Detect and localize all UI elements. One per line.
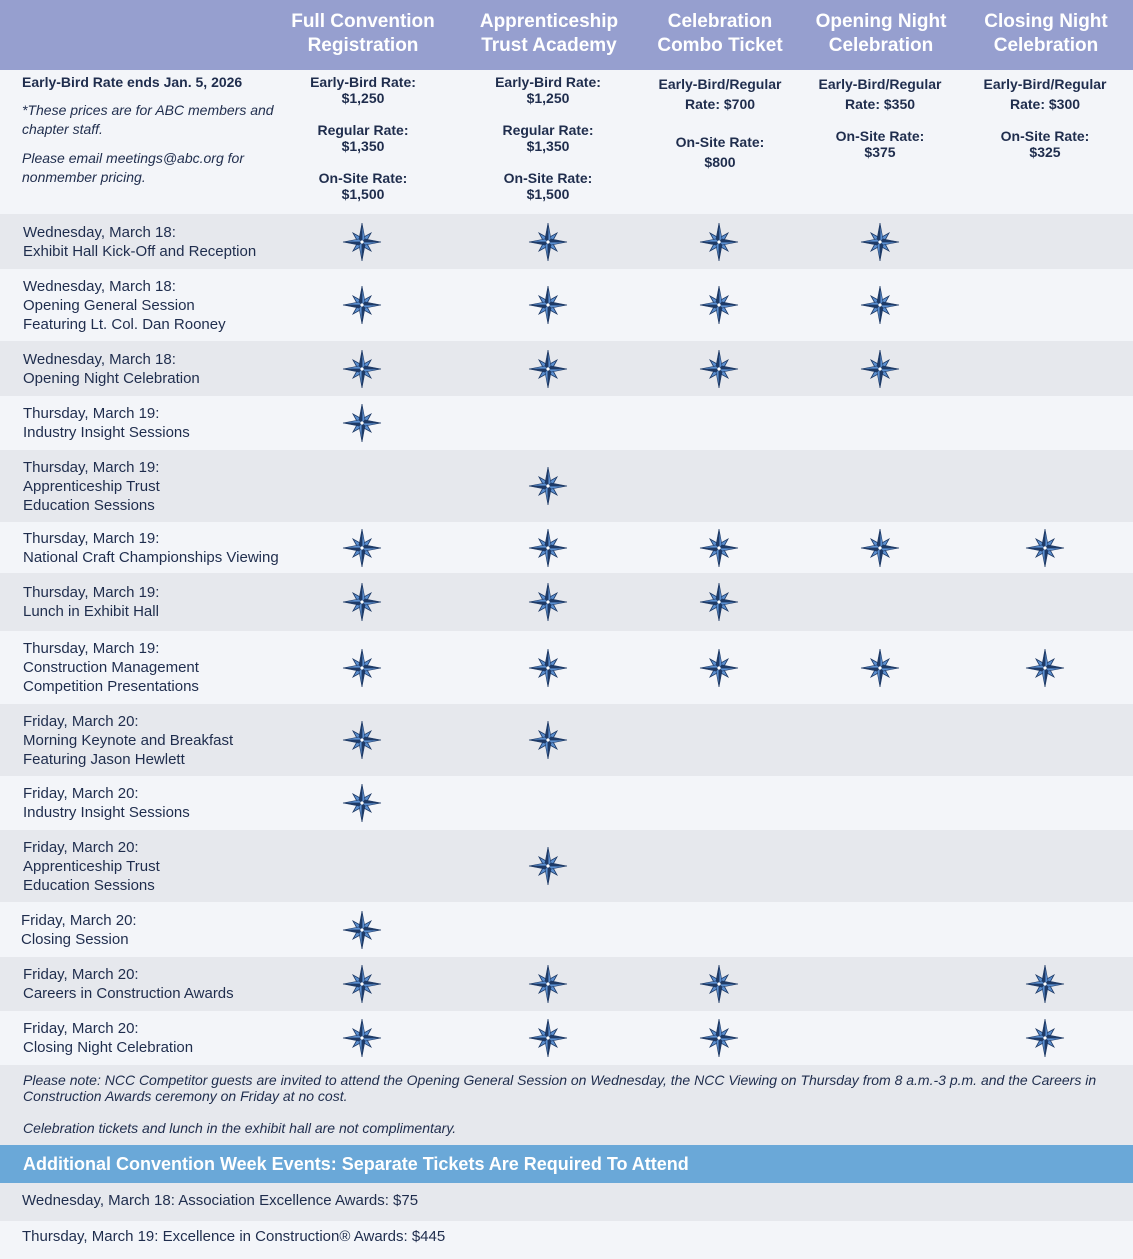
table-row — [0, 269, 1133, 341]
table-header — [0, 0, 1133, 70]
compass-star-icon — [528, 582, 568, 622]
event-label-line: Wednesday, March 18: — [23, 224, 176, 241]
additional-event-item: Thursday, March 19: Excellence in Construction® Awards: $445 — [0, 1221, 1133, 1259]
event-label-line: Apprenticeship Trust — [23, 478, 160, 495]
compass-star-icon — [528, 720, 568, 760]
pricing-notes — [22, 73, 292, 187]
compass-star-icon — [342, 964, 382, 1004]
event-label — [23, 965, 234, 1003]
event-label-line: Friday, March 20: — [23, 1020, 139, 1037]
compass-star-icon — [699, 1018, 739, 1058]
event-label — [23, 404, 190, 442]
event-label — [23, 223, 256, 261]
price-combo: Early-Bird/Regular Rate: $700 On-Site Rate: $800 — [658, 76, 782, 170]
compass-star-icon — [1025, 648, 1065, 688]
col-header-combo: Celebration Combo Ticket — [657, 11, 783, 56]
table-row — [0, 396, 1133, 450]
event-label-line: Opening General Session — [23, 297, 195, 314]
event-label-line: Morning Keynote and Breakfast — [23, 732, 234, 749]
event-label-line: Education Sessions — [23, 497, 155, 514]
compass-star-icon — [860, 349, 900, 389]
compass-star-icon — [528, 846, 568, 886]
compass-star-icon — [528, 648, 568, 688]
compass-star-icon — [860, 528, 900, 568]
event-label-line: Featuring Jason Hewlett — [23, 751, 185, 768]
event-label — [23, 350, 200, 388]
event-label-line: Thursday, March 19: — [23, 405, 160, 422]
table-row — [0, 214, 1133, 269]
nonmember-pricing-note: Please email meetings@abc.org for nonmember pricing. — [22, 150, 244, 185]
compass-star-icon — [528, 1018, 568, 1058]
compass-star-icon — [342, 528, 382, 568]
compass-star-icon — [699, 964, 739, 1004]
compass-star-icon — [699, 222, 739, 262]
event-label-line: Competition Presentations — [23, 678, 199, 695]
event-label-line: Thursday, March 19: — [23, 530, 160, 547]
event-label-line: Careers in Construction Awards — [23, 985, 234, 1002]
compass-star-icon — [342, 222, 382, 262]
compass-star-icon — [342, 1018, 382, 1058]
table-row — [0, 1011, 1133, 1065]
event-label-line: Friday, March 20: — [23, 785, 139, 802]
table-row — [0, 902, 1133, 957]
table-row — [0, 704, 1133, 776]
compass-star-icon — [699, 528, 739, 568]
additional-event-item: Wednesday, March 18: Association Excellence Awards: $75 — [0, 1183, 1133, 1221]
compass-star-icon — [342, 910, 382, 950]
event-label — [23, 712, 233, 769]
footnote-not-complimentary: Celebration tickets and lunch in the exhibit hall are not complimentary. — [23, 1120, 457, 1136]
compass-star-icon — [528, 964, 568, 1004]
col-header-full-convention: Full Convention Registration — [291, 11, 435, 56]
event-label-line: Wednesday, March 18: — [23, 351, 176, 368]
compass-star-icon — [860, 222, 900, 262]
compass-star-icon — [342, 648, 382, 688]
compass-star-icon — [342, 349, 382, 389]
event-label-line: Apprenticeship Trust — [23, 858, 160, 875]
footnote-competitor-guests: Please note: NCC Competitor guests are invited to attend the Opening General Session on Wednesday, the NCC Viewing on Thursday from 8 a.m.-3 p.m. and the Careers in Construction Awards ceremony on Friday at no cost. — [23, 1072, 1097, 1104]
event-label — [23, 639, 199, 696]
table-row — [0, 522, 1133, 573]
event-label — [23, 458, 160, 515]
event-label-line: Industry Insight Sessions — [23, 424, 190, 441]
event-label-line: Closing Session — [21, 931, 129, 948]
compass-star-icon — [528, 349, 568, 389]
table-row — [0, 957, 1133, 1011]
price-apprenticeship: Early-Bird Rate: $1,250 Regular Rate: $1,350 On-Site Rate: $1,500 — [495, 74, 601, 202]
event-label — [23, 1019, 193, 1057]
col-header-closing-night: Closing Night Celebration — [984, 11, 1108, 56]
event-label — [23, 529, 279, 567]
table-row — [0, 573, 1133, 631]
event-label — [23, 838, 160, 895]
table-row — [0, 830, 1133, 902]
event-label — [23, 784, 190, 822]
event-label-line: Thursday, March 19: — [23, 584, 160, 601]
footnote — [0, 1065, 1133, 1145]
pricing-row — [0, 70, 1133, 214]
compass-star-icon — [342, 783, 382, 823]
compass-star-icon — [342, 582, 382, 622]
compass-star-icon — [699, 285, 739, 325]
event-label-line: Friday, March 20: — [23, 839, 139, 856]
compass-star-icon — [528, 222, 568, 262]
event-label-line: Education Sessions — [23, 877, 155, 894]
event-label-line: Featuring Lt. Col. Dan Rooney — [23, 316, 226, 333]
event-label-line: Wednesday, March 18: — [23, 278, 176, 295]
table-row — [0, 341, 1133, 396]
event-label-line: Opening Night Celebration — [23, 370, 200, 387]
compass-star-icon — [342, 285, 382, 325]
event-label-line: Friday, March 20: — [23, 713, 139, 730]
event-label — [23, 583, 159, 621]
event-label-line: Friday, March 20: — [21, 912, 137, 929]
compass-star-icon — [1025, 964, 1065, 1004]
compass-star-icon — [860, 285, 900, 325]
compass-star-icon — [699, 582, 739, 622]
compass-star-icon — [860, 648, 900, 688]
event-label — [23, 277, 226, 334]
price-full-convention: Early-Bird Rate: $1,250 Regular Rate: $1,350 On-Site Rate: $1,500 — [310, 74, 416, 202]
early-bird-deadline: Early-Bird Rate ends Jan. 5, 2026 — [22, 74, 243, 90]
event-label-line: Construction Management — [23, 659, 199, 676]
compass-star-icon — [699, 648, 739, 688]
compass-star-icon — [699, 349, 739, 389]
compass-star-icon — [342, 720, 382, 760]
compass-star-icon — [528, 285, 568, 325]
event-label-line: Thursday, March 19: — [23, 640, 160, 657]
table-row — [0, 631, 1133, 704]
event-label-line: Lunch in Exhibit Hall — [23, 603, 159, 620]
col-header-apprenticeship: Apprenticeship Trust Academy — [479, 11, 619, 56]
compass-star-icon — [1025, 528, 1065, 568]
compass-star-icon — [528, 466, 568, 506]
additional-events-heading: Additional Convention Week Events: Separate Tickets Are Required To Attend — [0, 1145, 1133, 1183]
event-label-line: Friday, March 20: — [23, 966, 139, 983]
price-opening-night: Early-Bird/Regular Rate: $350 On-Site Rate: $375 — [818, 76, 942, 160]
price-closing-night: Early-Bird/Regular Rate: $300 On-Site Rate: $325 — [983, 76, 1107, 160]
compass-star-icon — [342, 403, 382, 443]
event-label — [21, 911, 137, 949]
compass-star-icon — [528, 528, 568, 568]
col-header-opening-night: Opening Night Celebration — [815, 11, 947, 56]
table-row — [0, 776, 1133, 830]
member-pricing-note: *These prices are for ABC members and chapter staff. — [22, 102, 274, 137]
event-label-line: Thursday, March 19: — [23, 459, 160, 476]
table-row — [0, 450, 1133, 522]
event-label-line: National Craft Championships Viewing — [23, 549, 279, 566]
event-label-line: Closing Night Celebration — [23, 1039, 194, 1056]
compass-star-icon — [1025, 1018, 1065, 1058]
event-label-line: Industry Insight Sessions — [23, 804, 190, 821]
event-label-line: Exhibit Hall Kick-Off and Reception — [23, 243, 257, 260]
